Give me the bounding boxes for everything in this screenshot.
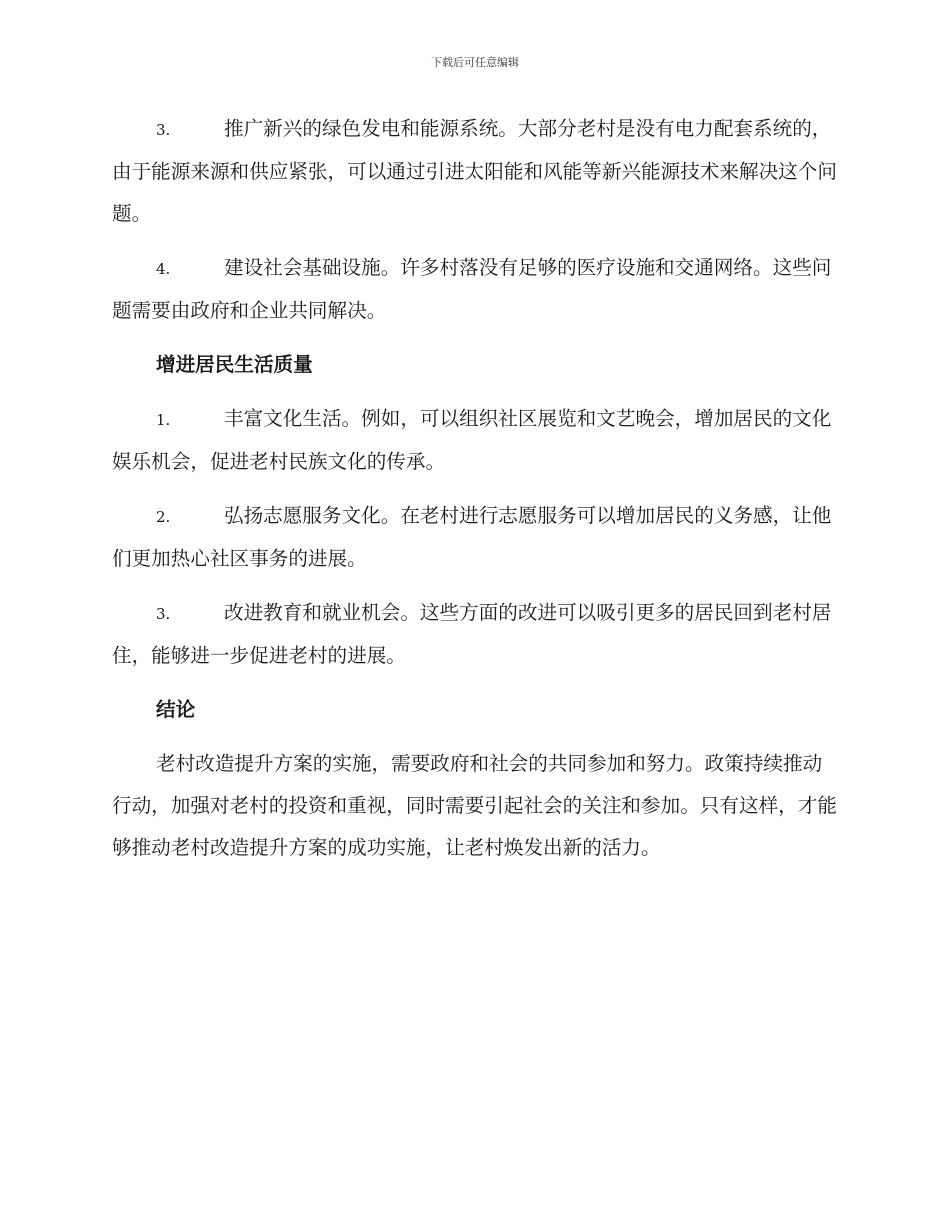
page-header: 下载后可任意编辑 (431, 56, 519, 69)
list-item-text: 改进教育和就业机会。这些方面的改进可以吸引更多的居民回到老村居住，能够进一步促进老村的进展。 (112, 601, 832, 667)
list-item-education (112, 592, 837, 677)
list-item-infrastructure (112, 247, 837, 332)
list-item-volunteer (112, 495, 837, 580)
list-item-text: 弘扬志愿服务文化。在老村进行志愿服务可以增加居民的义务感，让他们更加热心社区事务的进展。 (112, 504, 832, 570)
document-body (112, 108, 837, 869)
list-item-number: 3. (156, 605, 171, 623)
list-item-energy (112, 108, 837, 235)
list-item-number: 1. (156, 411, 171, 429)
list-item-number: 2. (156, 508, 171, 526)
list-item-number: 4. (156, 260, 171, 278)
list-item-text: 推广新兴的绿色发电和能源系统。大部分老村是没有电力配套系统的，由于能源来源和供应紧张，可以通过引进太阳能和风能等新兴能源技术来解决这个问题。 (112, 117, 837, 225)
section-heading-conclusion: 结论 (156, 698, 196, 721)
list-item-number: 3. (156, 121, 171, 139)
list-item-text: 丰富文化生活。例如，可以组织社区展览和文艺晚会，增加居民的文化娱乐机会，促进老村民族文化的传承。 (112, 407, 832, 473)
conclusion-paragraph: 老村改造提升方案的实施，需要政府和社会的共同参加和努力。政策持续推动行动，加强对老村的投资和重视，同时需要引起社会的关注和参加。只有这样，才能够推动老村改造提升方案的成功实施，让老村焕发出新的活力。 (112, 752, 837, 859)
list-item-text: 建设社会基础设施。许多村落没有足够的医疗设施和交通网络。这些问题需要由政府和企业共同解决。 (112, 256, 832, 322)
section-heading-quality: 增进居民生活质量 (156, 353, 313, 376)
list-item-culture (112, 398, 837, 483)
